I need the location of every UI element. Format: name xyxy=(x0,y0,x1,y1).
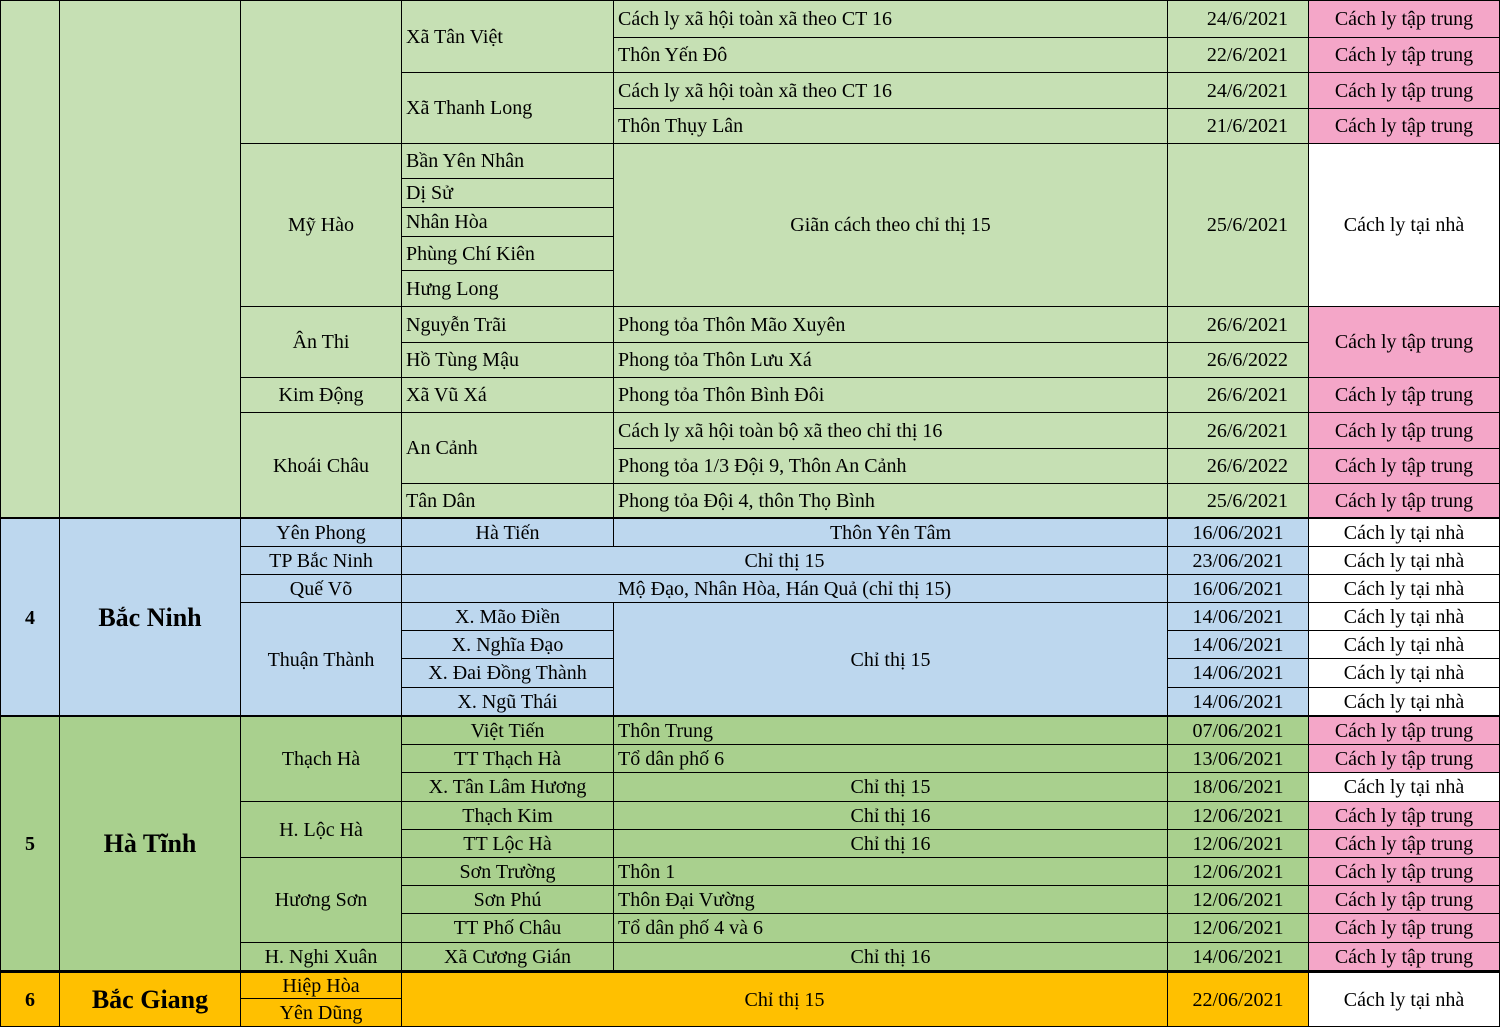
quarantine-type-cell: Cách ly tại nhà xyxy=(1308,630,1500,659)
commune-cell: TT Phố Châu xyxy=(401,913,614,943)
quarantine-type-cell: Cách ly tập trung xyxy=(1308,483,1500,519)
commune-cell: Nguyễn Trãi xyxy=(401,306,614,343)
measure-cell: Cách ly xã hội toàn bộ xã theo chỉ thị 16 xyxy=(613,412,1168,449)
commune-cell: Xã Tân Việt xyxy=(401,0,614,73)
measure-cell: Chỉ thị 16 xyxy=(613,829,1168,858)
quarantine-type-cell: Cách ly tập trung xyxy=(1308,885,1500,914)
measure-cell: Thôn Thụy Lân xyxy=(613,108,1168,144)
province-separator xyxy=(0,517,1500,519)
date-cell: 07/06/2021 xyxy=(1167,716,1309,745)
measure-cell: Thôn Trung xyxy=(613,716,1168,745)
quarantine-type-cell: Cách ly tập trung xyxy=(1308,744,1500,773)
date-cell: 12/06/2021 xyxy=(1167,857,1309,886)
commune-cell: Thạch Kim xyxy=(401,801,614,830)
commune-cell: Dị Sử xyxy=(401,178,614,208)
date-cell: 26/6/2021 xyxy=(1167,377,1309,413)
date-cell: 12/06/2021 xyxy=(1167,801,1309,830)
date-cell: 14/06/2021 xyxy=(1167,630,1309,659)
quarantine-type-cell: Cách ly tại nhà xyxy=(1308,772,1500,802)
quarantine-type-cell: Cách ly tập trung xyxy=(1308,448,1500,484)
measure-cell: Chỉ thị 16 xyxy=(613,942,1168,971)
district-cell: Thuận Thành xyxy=(240,602,402,717)
date-cell: 22/6/2021 xyxy=(1167,37,1309,73)
date-cell: 12/06/2021 xyxy=(1167,829,1309,858)
commune-cell: X. Mão Điền xyxy=(401,602,614,631)
quarantine-type-cell: Cách ly tập trung xyxy=(1308,913,1500,943)
commune-cell: Hà Tiến xyxy=(401,518,614,547)
commune-cell: TT Lộc Hà xyxy=(401,829,614,858)
commune-cell: Bần Yên Nhân xyxy=(401,143,614,179)
date-cell: 12/06/2021 xyxy=(1167,885,1309,914)
quarantine-type-cell: Cách ly tại nhà xyxy=(1308,970,1500,1027)
date-cell: 14/06/2021 xyxy=(1167,942,1309,971)
date-cell: 25/6/2021 xyxy=(1167,143,1309,307)
district-cell: Mỹ Hào xyxy=(240,143,402,307)
commune-cell: An Cảnh xyxy=(401,412,614,484)
commune-cell: Việt Tiến xyxy=(401,716,614,745)
measure-cell: Phong tỏa Thôn Mão Xuyên xyxy=(613,306,1168,343)
province-cell: Bắc Giang xyxy=(59,970,241,1027)
commune-cell: X. Tân Lâm Hương xyxy=(401,772,614,802)
district-cell: TP Bắc Ninh xyxy=(240,546,402,575)
date-cell: 21/6/2021 xyxy=(1167,108,1309,144)
measure-cell: Chỉ thị 15 xyxy=(401,970,1168,1027)
date-cell: 24/6/2021 xyxy=(1167,72,1309,109)
quarantine-type-cell: Cách ly tại nhà xyxy=(1308,518,1500,547)
stt-cell: 5 xyxy=(0,716,60,971)
commune-cell: Phùng Chí Kiên xyxy=(401,236,614,271)
date-cell: 12/06/2021 xyxy=(1167,913,1309,943)
date-cell: 16/06/2021 xyxy=(1167,574,1309,603)
commune-cell: TT Thạch Hà xyxy=(401,744,614,773)
quarantine-type-cell: Cách ly tập trung xyxy=(1308,0,1500,38)
measure-cell: Chỉ thị 15 xyxy=(613,602,1168,717)
date-cell: 14/06/2021 xyxy=(1167,687,1309,717)
quarantine-type-cell: Cách ly tập trung xyxy=(1308,108,1500,144)
commune-cell: Xã Vũ Xá xyxy=(401,377,614,413)
quarantine-type-cell: Cách ly tại nhà xyxy=(1308,687,1500,717)
date-cell: 24/6/2021 xyxy=(1167,0,1309,38)
quarantine-type-cell: Cách ly tại nhà xyxy=(1308,546,1500,575)
stt-cell: 4 xyxy=(0,518,60,717)
measure-cell: Chỉ thị 15 xyxy=(613,772,1168,802)
quarantine-type-cell: Cách ly tập trung xyxy=(1308,801,1500,830)
measure-cell: Chỉ thị 15 xyxy=(401,546,1168,575)
measure-cell: Phong tỏa 1/3 Đội 9, Thôn An Cảnh xyxy=(613,448,1168,484)
measure-cell: Mộ Đạo, Nhân Hòa, Hán Quả (chỉ thị 15) xyxy=(401,574,1168,603)
commune-cell: Hưng Long xyxy=(401,270,614,307)
measure-cell: Cách ly xã hội toàn xã theo CT 16 xyxy=(613,72,1168,109)
date-cell: 18/06/2021 xyxy=(1167,772,1309,802)
stt-cell-hung-yen xyxy=(0,0,60,519)
province-cell: Hà Tĩnh xyxy=(59,716,241,971)
quarantine-type-cell: Cách ly tại nhà xyxy=(1308,143,1500,307)
commune-cell: X. Đai Đồng Thành xyxy=(401,658,614,688)
commune-cell: Hồ Tùng Mậu xyxy=(401,342,614,378)
quarantine-type-cell: Cách ly tại nhà xyxy=(1308,574,1500,603)
province-cell: Bắc Ninh xyxy=(59,518,241,717)
date-cell: 26/6/2021 xyxy=(1167,306,1309,343)
measure-cell: Thôn Đại Vường xyxy=(613,885,1168,914)
date-cell: 14/06/2021 xyxy=(1167,658,1309,688)
quarantine-type-cell: Cách ly tập trung xyxy=(1308,306,1500,378)
district-cell-blank xyxy=(240,0,402,144)
commune-cell: Sơn Phú xyxy=(401,885,614,914)
quarantine-type-cell: Cách ly tập trung xyxy=(1308,412,1500,449)
date-cell: 16/06/2021 xyxy=(1167,518,1309,547)
date-cell: 26/6/2022 xyxy=(1167,448,1309,484)
measure-cell: Chỉ thị 16 xyxy=(613,801,1168,830)
date-cell: 25/6/2021 xyxy=(1167,483,1309,519)
date-cell: 14/06/2021 xyxy=(1167,602,1309,631)
quarantine-type-cell: Cách ly tập trung xyxy=(1308,377,1500,413)
commune-cell: X. Nghĩa Đạo xyxy=(401,630,614,659)
province-separator xyxy=(0,715,1500,717)
district-cell: Hiệp Hòa xyxy=(240,970,402,999)
quarantine-type-cell: Cách ly tập trung xyxy=(1308,716,1500,745)
quarantine-type-cell: Cách ly tại nhà xyxy=(1308,602,1500,631)
measure-cell: Giãn cách theo chỉ thị 15 xyxy=(613,143,1168,307)
district-cell: Quế Võ xyxy=(240,574,402,603)
district-cell: H. Nghi Xuân xyxy=(240,942,402,971)
province-cell-hung-yen xyxy=(59,0,241,519)
quarantine-type-cell: Cách ly tập trung xyxy=(1308,857,1500,886)
date-cell: 26/6/2021 xyxy=(1167,412,1309,449)
commune-cell: X. Ngũ Thái xyxy=(401,687,614,717)
date-cell: 23/06/2021 xyxy=(1167,546,1309,575)
commune-cell: Nhân Hòa xyxy=(401,207,614,237)
district-cell: Kim Động xyxy=(240,377,402,413)
measure-cell: Thôn Yến Đô xyxy=(613,37,1168,73)
date-cell: 22/06/2021 xyxy=(1167,970,1309,1027)
stt-cell: 6 xyxy=(0,970,60,1027)
district-cell: Yên Dũng xyxy=(240,998,402,1027)
measure-cell: Phong tỏa Thôn Bình Đôi xyxy=(613,377,1168,413)
quarantine-type-cell: Cách ly tập trung xyxy=(1308,829,1500,858)
quarantine-type-cell: Cách ly tập trung xyxy=(1308,37,1500,73)
measure-cell: Thôn Yên Tâm xyxy=(613,518,1168,547)
commune-cell: Sơn Trường xyxy=(401,857,614,886)
date-cell: 26/6/2022 xyxy=(1167,342,1309,378)
measure-cell: Cách ly xã hội toàn xã theo CT 16 xyxy=(613,0,1168,38)
district-cell: Ân Thi xyxy=(240,306,402,378)
commune-cell: Tân Dân xyxy=(401,483,614,519)
district-cell: Hương Sơn xyxy=(240,857,402,943)
district-cell: Yên Phong xyxy=(240,518,402,547)
measure-cell: Phong tỏa Thôn Lưu Xá xyxy=(613,342,1168,378)
measure-cell: Tổ dân phố 4 và 6 xyxy=(613,913,1168,943)
quarantine-type-cell: Cách ly tập trung xyxy=(1308,942,1500,971)
measure-cell: Phong tỏa Đội 4, thôn Thọ Bình xyxy=(613,483,1168,519)
district-cell: H. Lộc Hà xyxy=(240,801,402,858)
measure-cell: Thôn 1 xyxy=(613,857,1168,886)
measure-cell: Tổ dân phố 6 xyxy=(613,744,1168,773)
commune-cell: Xã Cương Gián xyxy=(401,942,614,971)
commune-cell: Xã Thanh Long xyxy=(401,72,614,144)
quarantine-type-cell: Cách ly tập trung xyxy=(1308,72,1500,109)
quarantine-type-cell: Cách ly tại nhà xyxy=(1308,658,1500,688)
district-cell: Khoái Châu xyxy=(240,412,402,519)
date-cell: 13/06/2021 xyxy=(1167,744,1309,773)
district-cell: Thạch Hà xyxy=(240,716,402,802)
